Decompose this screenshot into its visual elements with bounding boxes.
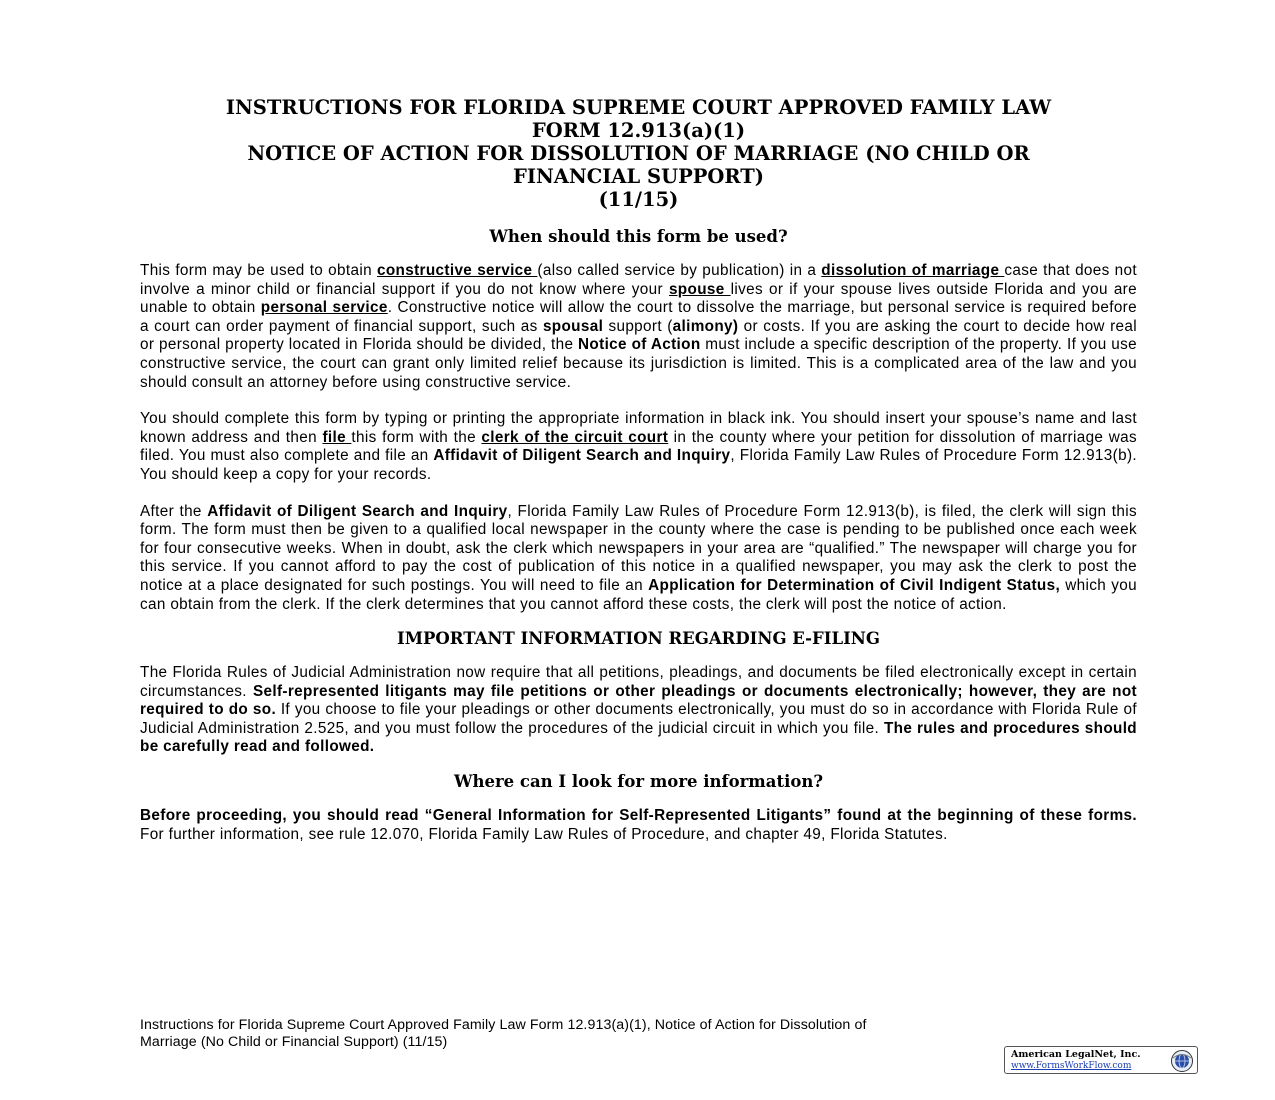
document-title [140, 96, 1137, 211]
term-clerk-of-circuit-court: clerk of the circuit court [481, 428, 669, 446]
paragraph-more-info: Before proceeding, you should read “General Information for Self-Represented Litigants” found at the beginning of these forms. For further information, see rule 12.070, Florida Family Law Rules of Procedure, and chapter 49, Florida Statutes. [140, 807, 1137, 843]
vendor-badge[interactable] [1004, 1046, 1198, 1074]
title-line-2: FORM 12.913(a)(1) [531, 119, 746, 142]
vendor-url-link[interactable]: www.FormsWorkFlow.com [1011, 1061, 1132, 1071]
vendor-name: American LegalNet, Inc. [1011, 1049, 1141, 1060]
page-footer [140, 1017, 1120, 1051]
title-line-5: (11/15) [598, 188, 679, 211]
title-line-1: INSTRUCTIONS FOR FLORIDA SUPREME COURT APPROVED FAMILY LAW [225, 96, 1052, 119]
title-line-4: FINANCIAL SUPPORT) [512, 165, 764, 188]
paragraph-after-affidavit: After the Affidavit of Diligent Search and Inquiry, Florida Family Law Rules of Procedure Form 12.913(b), is filed, the clerk will sign this form. The form must then be given to a qualified local newspaper in the county where the case is pending to be published once each week for four consecutive weeks. When in doubt, ask the clerk which newspapers in your area are “qualified.” The newspaper will charge you for this service. If you cannot afford to pay the cost of publication of this notice in a qualified newspaper, you may ask the clerk to post the notice at a place designated for such postings. You will need to file an Application for Determination of Civil Indigent Status, which you can obtain from the clerk. If the clerk determines that you cannot afford these costs, the clerk will post the notice of action. [140, 502, 1138, 613]
paragraph-constructive-service: This form may be used to obtain constructive service (also called service by publication) in a dissolution of marriage case that does not involve a minor child or financial support if you do not know where your spouse lives or if your spouse lives outside Florida and you are unable to obtain personal service. Constructive notice will allow the court to dissolve the marriage, but personal service is required before a court can order payment of financial support, such as spousal support (alimony) or costs. If you are asking the court to decide how real or personal property located in Florida should be divided, the Notice of Action must include a specific description of the property. If you use constructive service, the court can grant only limited relief because its jurisdiction is limited. This is a complicated area of the law and you should consult an attorney before using constructive service. [140, 262, 1138, 391]
globe-icon [1170, 1049, 1194, 1073]
document-page [140, 96, 1137, 844]
footer-line-1: Instructions for Florida Supreme Court Approved Family Law Form 12.913(a)(1), Notice of Action for Dissolution of [140, 1017, 867, 1033]
paragraph-completing-form: You should complete this form by typing or printing the appropriate information in black ink. You should insert your spouse’s name and last known address and then file this form with the clerk of the circuit court in the county where your petition for dissolution of marriage was filed. You must also complete and file an Affidavit of Diligent Search and Inquiry, Florida Family Law Rules of Procedure Form 12.913(b). You should keep a copy for your records. [140, 410, 1138, 483]
section-heading-e-filing: IMPORTANT INFORMATION REGARDING E-FILING [397, 629, 880, 649]
section-heading-when-used: When should this form be used? [489, 227, 788, 246]
section-heading-more-info: Where can I look for more information? [453, 772, 824, 792]
term-spouse: spouse [668, 280, 731, 298]
footer-line-2: Marriage (No Child or Financial Support) (11/15) [140, 1033, 448, 1050]
term-file: file [322, 428, 352, 446]
term-personal-service: personal service [260, 299, 388, 317]
paragraph-e-filing: The Florida Rules of Judicial Administration now require that all petitions, pleadings, and documents be filed electronically except in certain circumstances. Self-represented litigants may file petitions or other pleadings or documents electronically; however, they are not required to do so. If you choose to file your pleadings or other documents electronically, you must do so in accordance with Florida Rule of Judicial Administration 2.525, and you must follow the procedures of the judicial circuit in which you file. The rules and procedures should be carefully read and followed. [140, 664, 1137, 756]
title-line-3: NOTICE OF ACTION FOR DISSOLUTION OF MARRIAGE (NO CHILD OR [247, 142, 1030, 165]
term-dissolution-of-marriage: dissolution of marriage [821, 262, 1005, 279]
term-constructive-service: constructive service [377, 262, 538, 279]
